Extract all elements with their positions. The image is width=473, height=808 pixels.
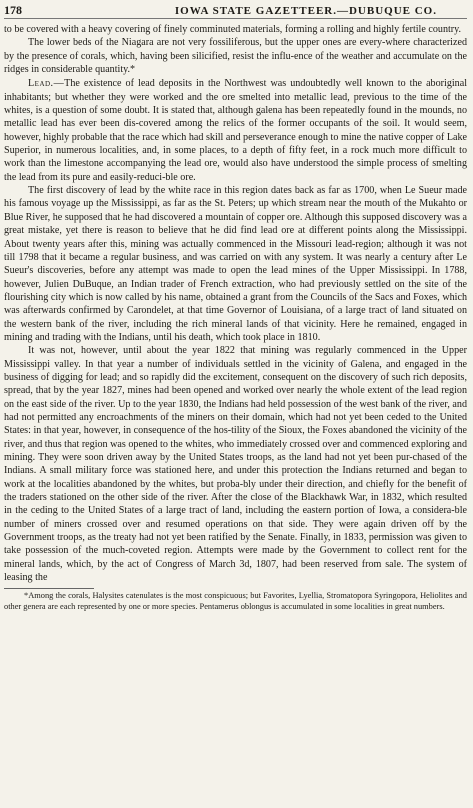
body-text: [4, 23, 467, 584]
paragraph-mining-history: It was not, however, until about the year 1822 that mining was regularly commenced in the Upper Mississippi valley. In that year a number of individuals settled in the vicinity of Galena, and engaged in the business of digging for lead; and so rapidly did the excitement, consequent on the discovery of such rich deposits, spread, that by the year 1827, mines had been opened and worked over nearly the whole extent of the lead region on the east side of the river. Up to the year 1830, the Indians had held possession of the west bank of the river, and had not permitted any encroachments of the miners on their domain, which had not yet been ceded to the United States: in that year, however, in consequence of the hos-tility of the Sioux, the Foxes abandoned the vicinity of the river, and thus that region was opened to the whites, who immediately crossed over and commenced exploring and mining. They were soon driven away by the United States troops, as the land had not yet been pur-chased of the Indians. A small military force was stationed here, and under this protection the Indians returned and began to work at the localities abandoned by the whites, but proba-bly under their direction, and chiefly for the benefit of the traders stationed on the other side of the river. After the close of the Blackhawk War, in 1832, which resulted in the ceding to the United States of a large tract of land, including the eastern portion of Iowa, a considera-ble number of miners crossed over and resumed operations on that side. They were again driven off by the Government troops, as the treaty had not yet been ratified by the Senate. Finally, in 1833, permission was given to take possession of the much-coveted region. Attempts were made by the Government to collect rent for the mineral lands, which, by the act of Congress of March 3d, 1807, had been reserved from sale. The system of leasing the: [4, 345, 467, 584]
paragraph-lead-text: The existence of lead deposits in the Northwest was undoubtedly well known to the aboriginal inhabitants; but whether they were worked and the ore smelted into metallic lead, previous to the time of the whites, is a question of some doubt. It is stated that, although galena has been repeatedly found in the mounds, no metallic lead has ever been dis-covered among the relics of the former occupants of the soil. It would seem, however, highly probable that the race which had skill and perseverance enough to mine the native copper of Lake Superior, in numerous localities, and, in some places, to a depth of fifty feet, in a rock much more difficult to work than the limestone accompanying the lead ore, would also have understood the simple process of smelting the lead from its pure and easily-reduci-ble ore.: [4, 78, 467, 183]
page-number: 178: [4, 3, 22, 17]
paragraph-lead: [4, 77, 467, 184]
paragraph-continuation: to be covered with a heavy covering of finely comminuted materials, forming a rolling and highly fertile country.: [4, 24, 462, 35]
paragraph-first-discovery: The first discovery of lead by the white race in this region dates back as far as 1700, when Le Sueur made his famous voyage up the Mississippi, as far as the St. Peters; up which stream near the mouth of the Mukahto or Blue River, he supposed that he had discovered a mountain of copper ore. Although this supposed discovery was a great mistake, yet there is reason to believe that he did find lead ore at different points along the Mississippi. About twenty years after this, mining was actually commenced in the Missouri lead-region; although it was not till 1798 that it became a regular business, and was carried on with any system. It was nearly a century after Le Sueur's discoveries, before any attempt was made to open the lead mines of the Upper Mississippi. In 1788, however, Julien DuBuque, an Indian trader of French extraction, who had previously settled on the site of the flourishing city which is now called by his name, obtained a grant from the Councils of the Sacs and Foxes, which was afterwards confirmed by Carondelet, at that time Governor of Louisiana, of a large tract of land situated on the western bank of the river, including the rich mineral lands of that vicinity. Here he remained, engaged in mining and trading with the Indians, until his death, which took place in 1810.: [4, 185, 467, 343]
footnote-divider: [4, 588, 94, 589]
paragraph-niagara: The lower beds of the Niagara are not very fossiliferous, but the upper ones are every-where characterized by the presence of corals, which, having been silicified, resist the influ-ence of the weather and accumulate on the ridges in considerable quantity.*: [4, 37, 467, 76]
page-header: [4, 3, 467, 19]
footnote: [4, 591, 467, 612]
running-title: IOWA STATE GAZETTEER.—DUBUQUE CO.: [174, 5, 437, 17]
section-heading-lead: Lead.—: [28, 78, 65, 90]
footnote-text: *Among the corals, Halysites catenulates is the most conspicuous; but Favorites, Lyellia, Stromatopora Syringopora, Heliolites and other genera are each represented by one or more species. Pentamerus oblongus is accumulated in some localities in great numbers.: [4, 591, 467, 612]
